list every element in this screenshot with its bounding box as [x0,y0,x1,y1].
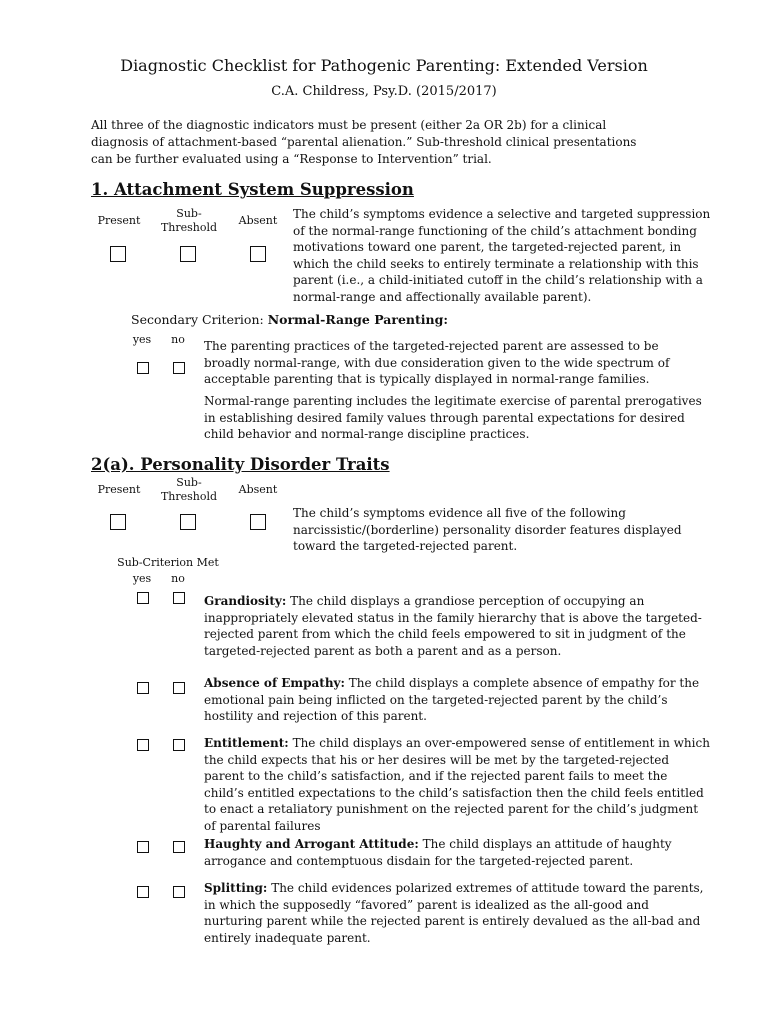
col-no: no [171,333,185,346]
col-absent-2a: Absent [238,483,278,496]
col-no-2a: no [171,572,185,585]
col-yes-2a: yes [132,572,152,585]
section1-description: The child’s symptoms evidence a selective and targeted suppression of the normal-range functioning of the child’s attachment bonding motivations toward one parent, the targeted-rejected parent, in which the child seeks to entirely terminate a relationship with this parent (i.e., a child-initiated cutoff in the child’s relationship with a normal-range and affectionally available parent). [293,207,711,304]
entitlement-no-checkbox[interactable] [173,739,185,751]
grandiosity-no-checkbox[interactable] [173,592,185,604]
col-present: Present [97,214,141,227]
absence-of-empathy-yes-checkbox[interactable] [137,682,149,694]
secondary-criterion-label: Secondary Criterion: [131,312,268,327]
section1-absent-checkbox[interactable] [250,246,266,262]
secondary-criterion-title: Normal-Range Parenting: [267,312,448,327]
criterion-entitlement: Entitlement: The child displays an over-empowered sense of entitlement in which the child expects that his or her desires will be met by the targeted-rejected parent to the child’s satisfaction, and if the rejected parent fails to meet the child’s entitled expectations to the child’s satisfaction then the child feels entitled to enact a retaliatory punishment on the rejected parent for the child’s judgment of parental failures [204,736,710,833]
col-sub-criterion-met: Sub-Criterion Met [117,556,219,569]
section2a-description: The child’s symptoms evidence all five of the following narcissistic/(borderline) personality disorder features displayed toward the targeted-rejected parent. [293,506,682,554]
section2a-subthreshold-checkbox[interactable] [180,514,196,530]
splitting-yes-checkbox[interactable] [137,886,149,898]
document-title: Diagnostic Checklist for Pathogenic Parenting: Extended Version [120,56,648,75]
secondary-yes-checkbox[interactable] [137,362,149,374]
section2a-heading: 2(a). Personality Disorder Traits [91,455,390,474]
criterion-absence-of-empathy: Absence of Empathy: The child displays a complete absence of empathy for the emotional pain being inflicted on the targeted-rejected parent by the child’s hostility and rejection of this parent. [204,676,700,724]
document-author: C.A. Childress, Psy.D. (2015/2017) [271,84,497,99]
col-yes: yes [132,333,152,346]
absence-of-empathy-no-checkbox[interactable] [173,682,185,694]
section1-present-checkbox[interactable] [110,246,126,262]
secondary-criterion-paragraph-1: The parenting practices of the targeted-rejected parent are assessed to be broadly normal-range, with due consideration given to the wide spectrum of acceptable parenting that is typically displayed in normal-range families. [204,339,670,387]
col-sub-threshold-2a: Sub- Threshold [160,476,218,503]
criterion-splitting: Splitting: The child evidences polarized extremes of attitude toward the parents, in which the supposedly “favored” parent is idealized as the all-good and nurturing parent while the rejected parent is entirely devalued as the all-bad and entirely inadequate parent. [204,881,704,945]
intro-paragraph: All three of the diagnostic indicators must be present (either 2a OR 2b) for a clinical diagnosis of attachment-based “parental alienation.” Sub-threshold clinical presentations can be further evaluated using a “Response to Intervention” trial. [91,118,637,166]
section2a-absent-checkbox[interactable] [250,514,266,530]
col-absent: Absent [238,214,278,227]
col-present-2a: Present [97,483,141,496]
grandiosity-yes-checkbox[interactable] [137,592,149,604]
section1-subthreshold-checkbox[interactable] [180,246,196,262]
entitlement-yes-checkbox[interactable] [137,739,149,751]
haughty-attitude-no-checkbox[interactable] [173,841,185,853]
section1-heading: 1. Attachment System Suppression [91,180,414,199]
criterion-grandiosity: Grandiosity: The child displays a grandiose perception of occupying an inappropriately elevated status in the family hierarchy that is above the targeted-rejected parent from which the child feels empowered to sit in judgment of the targeted-rejected parent as both a parent and as a person. [204,594,702,658]
secondary-criterion-heading [131,312,448,327]
secondary-no-checkbox[interactable] [173,362,185,374]
secondary-criterion-paragraph-2: Normal-range parenting includes the legitimate exercise of parental prerogatives in establishing desired family values through parental expectations for desired child behavior and normal-range discipline practices. [204,394,702,442]
col-sub-threshold: Sub- Threshold [160,207,218,234]
criterion-haughty-attitude: Haughty and Arrogant Attitude: The child displays an attitude of haughty arrogance and contemptuous disdain for the targeted-rejected parent. [204,837,672,868]
splitting-no-checkbox[interactable] [173,886,185,898]
section2a-present-checkbox[interactable] [110,514,126,530]
haughty-attitude-yes-checkbox[interactable] [137,841,149,853]
